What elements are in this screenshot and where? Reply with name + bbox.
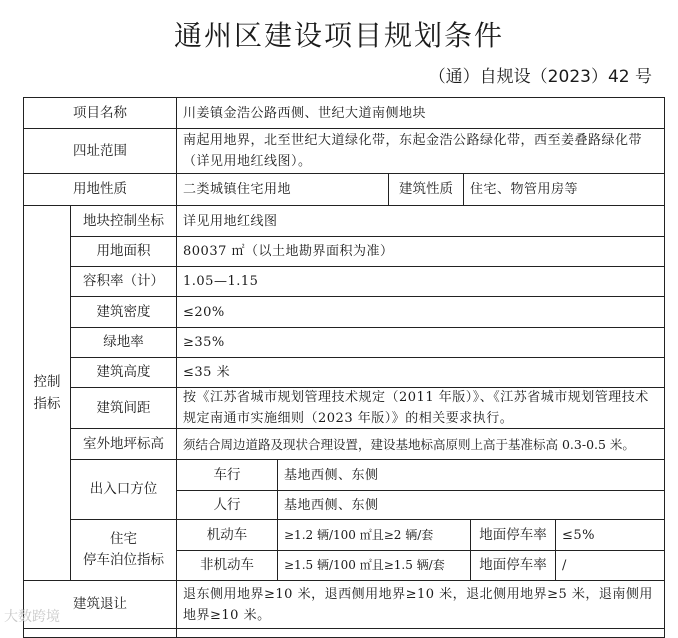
value-project-name: 川姜镇金浩公路西侧、世纪大道南侧地块	[176, 97, 665, 129]
watermark: 大数跨境	[4, 609, 60, 625]
label-parking: 住宅 停车泊位指标	[70, 519, 177, 581]
label-building-use: 建筑性质	[388, 173, 464, 206]
document-title: 通州区建设项目规划条件	[173, 19, 504, 52]
label-density: 建筑密度	[70, 296, 177, 328]
next-row-value	[176, 628, 665, 638]
label-setback: 建筑退让	[23, 580, 177, 629]
label-boundary: 四址范围	[23, 128, 177, 174]
value-building-use: 住宅、物管用房等	[463, 173, 665, 206]
label-pedestrian-entrance: 人行	[176, 490, 278, 520]
label-elevation: 室外地坪标高	[70, 428, 177, 460]
value-nonmotor-ground-rate: /	[555, 550, 665, 581]
document-number: （通）自规设（2023）42 号	[428, 67, 652, 87]
value-area: 80037 ㎡（以土地勘界面积为准）	[176, 236, 665, 267]
label-entrance: 出入口方位	[70, 459, 177, 520]
value-height: ≤35 米	[176, 357, 665, 388]
value-setback: 退东侧用地界≥10 米，退西侧用地界≥10 米，退北侧用地界≥5 米，退南侧用地界≥10 米。	[176, 580, 665, 629]
value-far: 1.05—1.15	[176, 266, 665, 297]
label-vehicle-entrance: 车行	[176, 459, 278, 491]
label-land-use: 用地性质	[23, 173, 177, 206]
label-height: 建筑高度	[70, 357, 177, 388]
value-coords: 详见用地红线图	[176, 205, 665, 237]
value-elevation: 须结合周边道路及现状合理设置，建设基地标高原则上高于基准标高 0.3-0.5 米。	[176, 428, 665, 460]
value-vehicle-entrance: 基地西侧、东侧	[277, 459, 665, 491]
label-spacing: 建筑间距	[70, 387, 177, 429]
next-row-label	[23, 628, 177, 638]
label-project-name: 项目名称	[23, 97, 177, 129]
label-control-indicators: 控制指标	[23, 205, 71, 581]
label-area: 用地面积	[70, 236, 177, 267]
label-coords: 地块控制坐标	[70, 205, 177, 237]
label-far: 容积率（计）	[70, 266, 177, 297]
value-spacing: 按《江苏省城市规划管理技术规定（2011 年版）》、《江苏省城市规划管理技术规定南通市实施细则（2023 年版）》的相关要求执行。	[176, 387, 665, 429]
label-motor-ground-rate: 地面停车率	[470, 519, 556, 551]
label-green: 绿地率	[70, 327, 177, 358]
value-motor-ground-rate: ≤5%	[555, 519, 665, 551]
value-land-use: 二类城镇住宅用地	[176, 173, 389, 206]
label-nonmotor-ground-rate: 地面停车率	[470, 550, 556, 581]
value-boundary: 南起用地界，北至世纪大道绿化带，东起金浩公路绿化带，西至姜叠路绿化带（详见用地红线图）。	[176, 128, 665, 174]
value-pedestrian-entrance: 基地西侧、东侧	[277, 490, 665, 520]
label-nonmotor-parking: 非机动车	[176, 550, 278, 581]
value-green: ≥35%	[176, 327, 665, 358]
value-density: ≤20%	[176, 296, 665, 328]
label-motor-parking: 机动车	[176, 519, 278, 551]
value-nonmotor-parking: ≥1.5 辆/100 ㎡且≥1.5 辆/套	[277, 550, 471, 581]
value-motor-parking: ≥1.2 辆/100 ㎡且≥2 辆/套	[277, 519, 471, 551]
